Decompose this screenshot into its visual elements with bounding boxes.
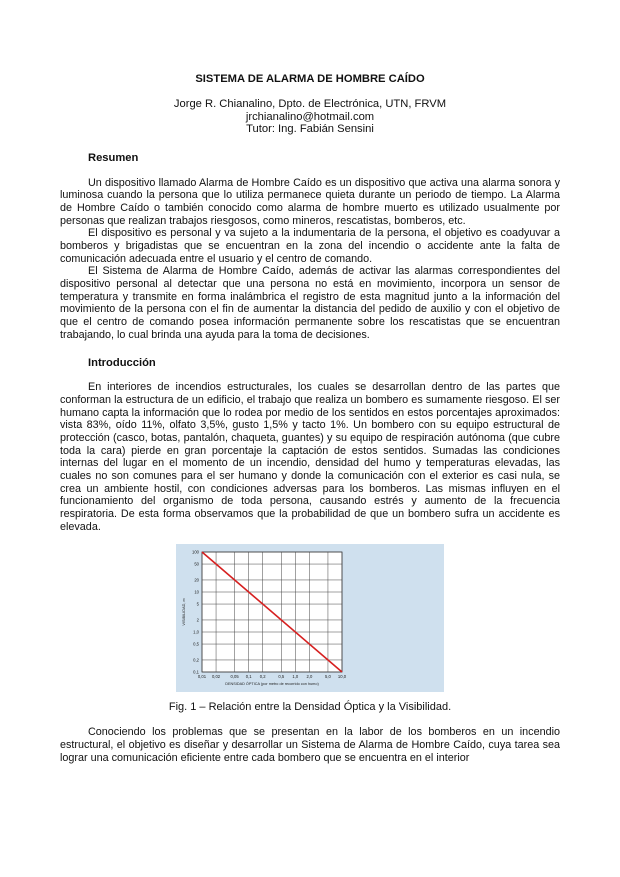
author-line: Jorge R. Chianalino, Dpto. de Electrónica, UTN, FRVM — [173, 98, 447, 110]
resumen-paragraph-1: Un dispositivo llamado Alarma de Hombre Caído es un dispositivo que activa una alarma sonora y luminosa cuando la persona que lo utiliza permanece quieta durante un periodo de tiempo. La Alarma de Hombre Caído o también conocido como alarma de hombre muerto es utilizado usualmente por personas que realizan trabajos riesgosos, como mineros, rescatistas, bomberos, etc. — [60, 176, 560, 227]
x-tick-label: 1,0 — [292, 674, 299, 680]
section-heading-introduccion: Introducción — [88, 357, 156, 370]
figure-visibility-chart — [176, 544, 444, 692]
x-axis-label: DENSIDAD ÓPTICA (por metro de recorrido con humo) — [225, 682, 319, 687]
y-tick-label: 5 — [196, 601, 199, 607]
figure-caption: Fig. 1 – Relación entre la Densidad Óptica y la Visibilidad. — [168, 701, 452, 714]
x-tick-label: 0,02 — [211, 674, 221, 680]
x-tick-label: 5,0 — [325, 674, 331, 680]
y-tick-label: 50 — [194, 561, 199, 567]
author-email: jrchianalino@hotmail.com — [245, 110, 375, 123]
x-tick-label: 0,1 — [245, 674, 252, 680]
y-tick-label: 0,2 — [193, 657, 199, 663]
paper-title: SISTEMA DE ALARMA DE HOMBRE CAÍDO — [195, 73, 425, 85]
y-tick-label: 0,1 — [193, 669, 199, 675]
x-tick-label: 0,05 — [230, 674, 239, 680]
y-tick-label: 100 — [192, 549, 199, 555]
chart-svg — [176, 544, 444, 692]
x-tick-label: 0,5 — [278, 674, 285, 680]
x-tick-label: 2,0 — [306, 674, 313, 680]
x-tick-label: 10,0 — [337, 674, 347, 680]
resumen-paragraph-2: El dispositivo es personal y va sujeto a la indumentaria de la persona, el objetivo es coadyuvar a bomberos y brigadistas que se encuentran en la zona del incendio o accidente ante la falta de comunicación adecuada entre el usuario y el centro de comando. — [60, 227, 560, 265]
closing-paragraph: Conociendo los problemas que se presentan en la labor de los bomberos en un incendio estructural, el objetivo es diseñar y desarrollar un Sistema de Alarma de Hombre Caído, cuya tarea sea lograr una comunicación eficiente entre cada bombero que se encuentra en el interior — [60, 726, 560, 764]
y-tick-label: 20 — [194, 577, 199, 583]
x-tick-label: 0,2 — [259, 674, 266, 680]
section-heading-resumen: Resumen — [88, 151, 139, 164]
y-tick-label: 0,5 — [193, 641, 199, 647]
document-page — [60, 72, 560, 764]
y-tick-label: 10 — [194, 589, 199, 595]
intro-paragraph: En interiores de incendios estructurales, los cuales se desarrollan dentro de las partes que conforman la estructura de un edificio, el trabajo que realiza un bombero es sumamente riesgoso. El ser humano capta la información que lo rodea por medio de los sentidos en estos porcentajes aproximados: vista 83%, oído 11%, olfato 3,5%, gusto 1,5% y tacto 1%. Un bombero con su equipo estructural de protección (casco, botas, pantalón, chaqueta, guantes) y su equipo de respiración autónoma (que cubre toda la cara) pierde en gran porcentaje la captación de estos sentidos. Sumadas las condiciones internas del lugar en el momento de un incendio, densidad del humo y temperaturas elevadas, las cuales no son comunes para el ser humano y donde la comunicación con el exterior es casi nula, se crea un ambiente hostil, con condiciones adversas para los bomberos. Las mismas influyen en el funcionamiento del organismo de toda persona, causando estrés y aumento de la frecuencia respiratoria. De esta forma observamos que la probabilidad de que un bombero sufra un accidente es elevada. — [60, 381, 560, 533]
y-tick-label: 2 — [196, 617, 199, 623]
y-axis-label: VISIBILIDAD, m — [182, 598, 186, 626]
x-tick-label: 0,01 — [197, 674, 207, 680]
tutor-line: Tutor: Ing. Fabián Sensini — [246, 123, 374, 136]
resumen-paragraph-3: El Sistema de Alarma de Hombre Caído, además de activar las alarmas correspondientes del dispositivo personal al detectar que una persona no está en movimiento, incorpora un sensor de temperatura y transmite en forma inalámbrica el registro de esta magnitud junto a la información del movimiento de la persona con el fin de aumentar la distancia del pedido de auxilio y con el objetivo de que el centro de comando posea información permanente sobre los rescatistas que se encuentran trabajando, lo cual brinda una ayuda para la toma de decisiones. — [60, 265, 560, 341]
y-tick-label: 1,0 — [193, 629, 199, 635]
